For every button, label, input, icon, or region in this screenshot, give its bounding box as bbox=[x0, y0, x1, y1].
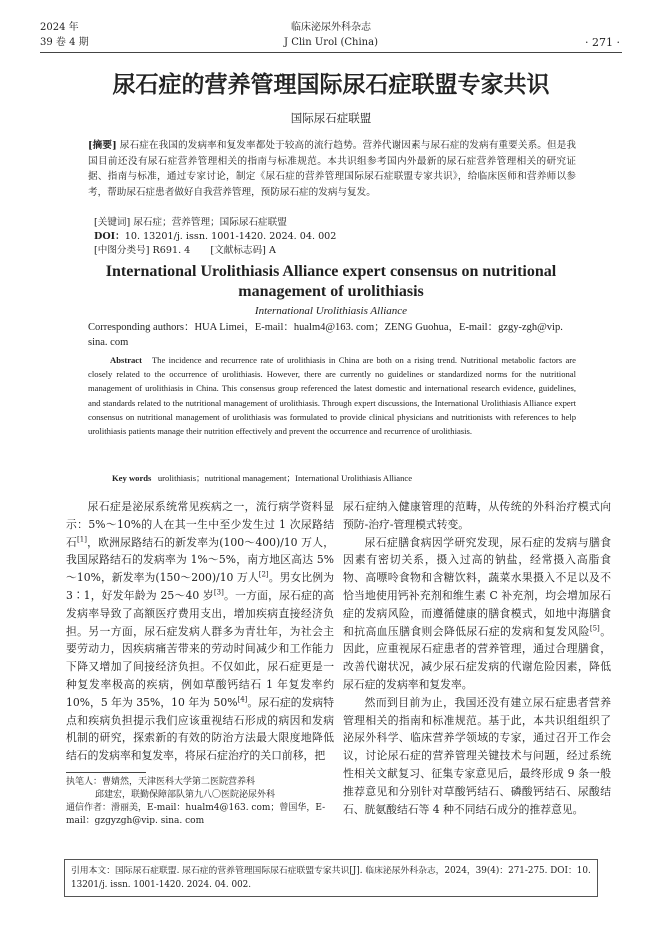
clc-label: [中图分类号] bbox=[94, 245, 150, 256]
footnote bbox=[66, 776, 336, 828]
corresponding-authors: Corresponding authors：HUA Limei，E-mail：hualm4@163. com；ZENG Guohua，E-mail：gzgy-zgh@vip. sina. com bbox=[88, 322, 563, 348]
header-volume: 39 卷 4 期 bbox=[40, 37, 89, 48]
keywords-cn-text: 尿石症；营养管理；国际尿石症联盟 bbox=[133, 217, 287, 228]
citation-label: 引用本文： bbox=[71, 866, 115, 876]
footnote-rule bbox=[66, 772, 146, 773]
clc-value: R691. 4 bbox=[152, 245, 191, 256]
page-number: · 271 · bbox=[585, 36, 620, 49]
footnote-writer: 邱建宏，联勤保障部队第九八〇医院泌尿外科 bbox=[95, 790, 276, 800]
article-title-en: International Urolithiasis Alliance expert consensus on nutritional management of urolithiasis bbox=[105, 263, 557, 300]
body-paragraph: 然而到目前为止，我国还没有建立尿石症患者营养管理相关的指南和标准规范。基于此，本共识组组织了泌尿外科学、临床营养学领域的专家，通过召开工作会议，讨论尿石症的营养管理关键技术与问题，经过系统性相关文献复习、征集专家意见后，最终形成 9 条一般推荐意见和分别针对草酸钙结石、磷酸钙结石、尿酸结石、胱氨酸结石等 4 种不同结石成分的推荐意见。 bbox=[343, 695, 611, 816]
doc-code-label: [文献标志码] bbox=[210, 245, 266, 256]
header-center bbox=[0, 20, 662, 50]
doi-line bbox=[94, 230, 336, 244]
citation-ref: [4] bbox=[237, 695, 248, 704]
abstract-cn bbox=[88, 138, 576, 200]
keywords-en bbox=[112, 472, 582, 484]
abstract-cn-label: [摘要] bbox=[88, 140, 117, 151]
citation-text: 国际尿石症联盟. 尿石症的营养管理国际尿石症联盟专家共识[J]. 临床泌尿外科杂志，2024，39(4)：271-275. DOI：10. 13201/j. issn. 1001-1420. 2024. 04. 002. bbox=[71, 866, 591, 890]
keywords-cn-label: [关键词] bbox=[94, 217, 131, 228]
doi-label: DOI： bbox=[94, 231, 125, 242]
citation-ref: [3] bbox=[213, 588, 224, 597]
journal-name-en: J Clin Urol (China) bbox=[284, 37, 378, 48]
keywords-en-text: urolithiasis；nutritional management；International Urolithiasis Alliance bbox=[157, 473, 413, 483]
citation-ref: [1] bbox=[77, 535, 87, 543]
body-paragraph: 尿石症是泌尿系统常见疾病之一，流行病学资料显示：5%～10%的人在其一生中至少发生过 1 次尿路结石[1]，欧洲尿路结石的新发率为(100～400)/10 万人，我国尿路结石的发病率为 1%～5%，南方地区高达 5%～10%，新发率为(150～200)/10 万人[2]。男女比例为 3∶1，好发年龄为 25～40 岁[3]。一方面，尿石症的高发病率导致了高额医疗费用支出，增加疾病直接经济负担。另一方面，尿石症发病人群多为青壮年，为社会主要劳动力，因疾病痛苦带来的劳动时间减少和工作能力下降又增加了间接经济负担。不仅如此，尿石症更是一种复发率极高的疾病，例如草酸钙结石 1 年复发率约 10%，5 年为 35%，10 年为 50%[4]。尿石症的发病特点和疾病负担提示我们应该重视结石形成的病因和发病机制的研究，探索新的有效的防治方法最大限度地降低结石的发病率和复发率，将尿石症治疗的关口前移，把 bbox=[66, 500, 334, 763]
citation-ref: [5] bbox=[589, 623, 600, 632]
author-en: International Urolithiasis Alliance bbox=[254, 305, 408, 317]
abstract-en-label: Abstract bbox=[110, 355, 142, 365]
keywords-cn bbox=[94, 216, 287, 230]
abstract-cn-text: 尿石症在我国的发病率和复发率都处于较高的流行趋势。营养代谢因素与尿石症的发病有重要关系。但是我国目前还没有尿石症营养管理相关的指南与标准规范。本共识组参考国内外最新的尿石症营养管理相关的研究证据、指南与标准，通过专家讨论，制定《尿石症的营养管理国际尿石症联盟专家共识》，给临床医师和营养师以参考，帮助尿石症患者做好自我营养管理，预防尿石症的发病与复发。 bbox=[88, 140, 576, 198]
journal-name-cn: 临床泌尿外科杂志 bbox=[291, 22, 371, 33]
header-year: 2024 年 bbox=[40, 22, 79, 33]
body-paragraph: 尿石症膳食病因学研究发现，尿石症的发病与膳食因素有密切关系，摄入过高的钠盐，经常摄入高脂食物、高嘌呤食物和含糖饮料，蔬菜水果摄入不足以及不恰当地使用钙补充剂和维生素 C 补充剂，均会增加尿石症的发病风险，而遵循健康的膳食模式，如地中海膳食和抗高血压膳食则会降低尿石症的发病和复发风险[5]。因此，应重视尿石症患者的营养管理，通过合理膳食，改善代谢状况，减少尿石症发病的代谢危险因素，降低尿石症的发病率和复发率。 bbox=[343, 535, 612, 691]
footnote-writer: 执笔人：曹婧然，天津医科大学第二医院营养科 bbox=[66, 777, 256, 787]
body-paragraph: 尿石症纳入健康管理的范畴，从传统的外科治疗模式向预防-治疗-管理模式转变。 bbox=[343, 500, 611, 531]
footnote-correspondence: 通信作者：滑丽美，E-mail：hualm4@163. com；曾国华，E-mail：gzgyzgh@vip. sina. com bbox=[66, 803, 326, 826]
classification-line bbox=[94, 244, 276, 258]
citation-box bbox=[64, 859, 598, 897]
header-rule bbox=[40, 52, 622, 53]
body-column-right bbox=[343, 498, 611, 818]
citation-ref: [2] bbox=[258, 570, 269, 579]
article-title-cn: 尿石症的营养管理国际尿石症联盟专家共识 bbox=[112, 72, 550, 98]
abstract-en bbox=[88, 353, 576, 438]
abstract-en-text: The incidence and recurrence rate of urolithiasis in China are both on a rising trend. Nutritional metabolic factors are closely related to the occurrence of urolithiasis. However, there are currently no guidelines or standardized norms for the nutritional management of urolithiasis in China. This consensus group referenced the latest domestic and international research evidence, guidelines, and standards related to the nutritional management of urolithiasis. Through expert discussions, the International Urolithiasis Alliance expert consensus on nutritional management of urolithiasis was formulated to provide clinical physicians and nutritionists with references to help urolithiasis patients manage their nutrition effectively and prevent the occurrence and recurrence of urolithiasis. bbox=[88, 355, 576, 437]
keywords-en-label: Key words bbox=[112, 473, 152, 483]
doc-code-value: A bbox=[268, 245, 276, 256]
body-column-left bbox=[66, 498, 334, 765]
author-cn: 国际尿石症联盟 bbox=[290, 111, 372, 125]
doi-value: 10. 13201/j. issn. 1001-1420. 2024. 04. 002 bbox=[124, 231, 337, 242]
